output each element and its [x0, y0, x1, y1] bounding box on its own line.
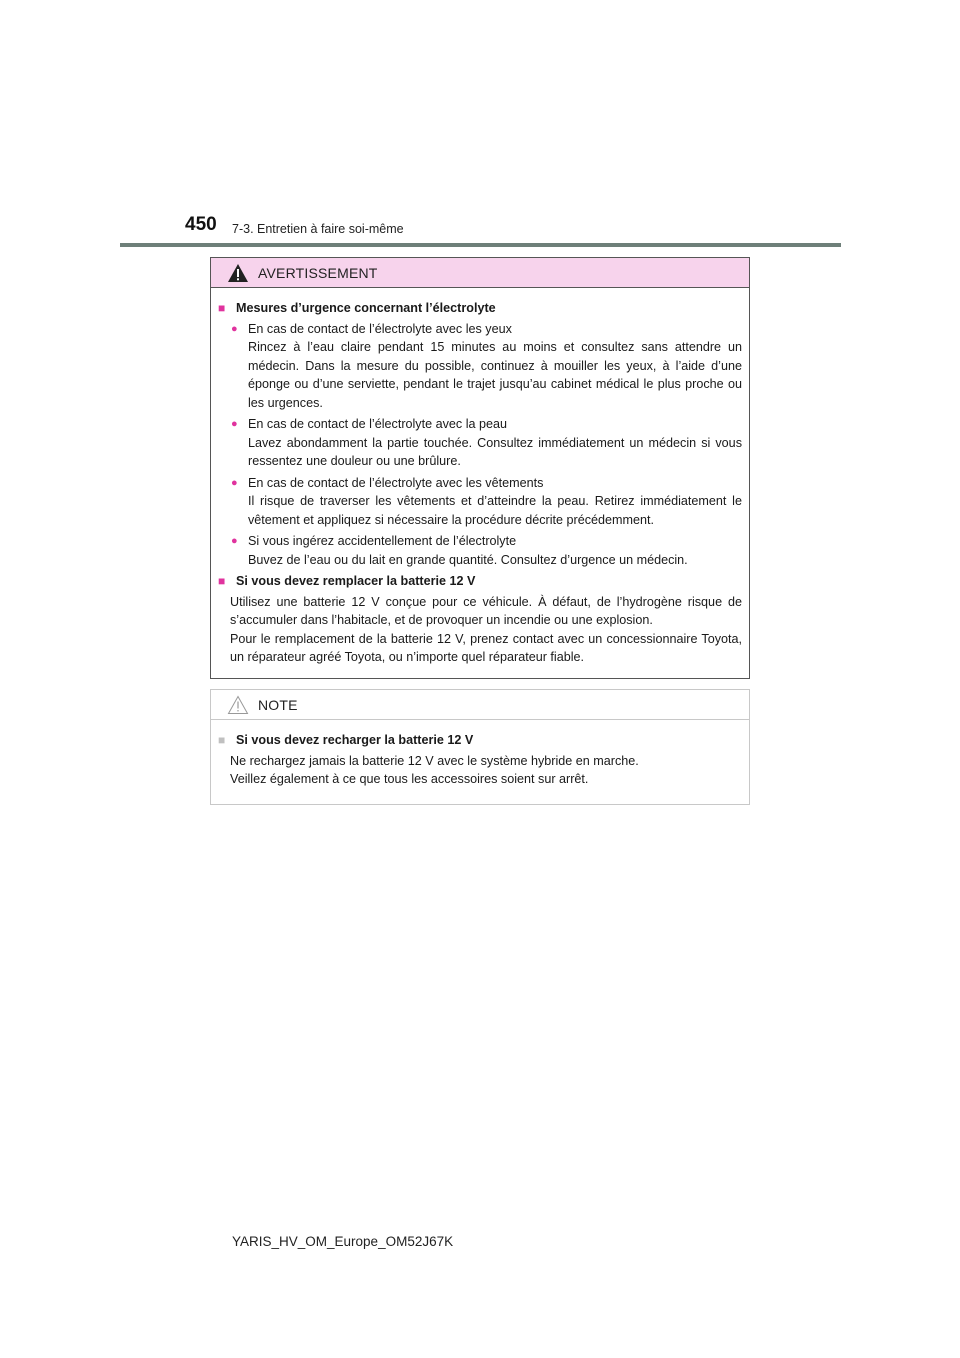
- square-bullet-icon: ■: [218, 301, 226, 315]
- square-bullet-icon: ■: [218, 733, 226, 747]
- heading-text: Si vous devez remplacer la batterie 12 V: [236, 574, 476, 588]
- warning-header: [211, 258, 749, 288]
- item-title: En cas de contact de l’électrolyte avec les vêtements: [248, 475, 544, 490]
- warning-title: AVERTISSEMENT: [258, 264, 378, 281]
- circle-bullet-icon: ●: [231, 535, 238, 547]
- item-text: Lavez abondamment la partie touchée. Consultez immédiatement un médecin si vous ressentez une douleur ou une brûlure.: [248, 435, 742, 468]
- circle-bullet-icon: ●: [231, 476, 238, 489]
- warning-triangle-icon: [227, 263, 249, 283]
- list-item: [218, 532, 742, 569]
- list-item: [218, 415, 742, 471]
- section-title: 7-3. Entretien à faire soi-même: [232, 222, 404, 236]
- footer-document-code: YARIS_HV_OM_Europe_OM52J67K: [232, 1234, 454, 1249]
- warning-heading-replace-battery: [218, 572, 742, 591]
- note-box: [210, 689, 750, 805]
- note-line: Ne rechargez jamais la batterie 12 V avec le système hybride en marche.: [230, 753, 639, 768]
- heading-text: Si vous devez recharger la batterie 12 V: [236, 733, 474, 747]
- warning-heading-electrolyte: [218, 299, 742, 318]
- item-text: Buvez de l’eau ou du lait en grande quantité. Consultez d’urgence un médecin.: [248, 552, 688, 567]
- page-number: 450: [185, 214, 217, 235]
- item-title: En cas de contact de l’électrolyte avec la peau: [248, 417, 508, 431]
- warning-box: [210, 257, 750, 679]
- caution-triangle-icon: [227, 695, 249, 715]
- note-header: [211, 690, 749, 720]
- paragraph: Utilisez une batterie 12 V conçue pour ce véhicule. À défaut, de l’hydrogène risque de s’accumuler dans l’habitacle, et de provoquer un incendie ou une explosion.: [230, 594, 742, 627]
- list-item: [218, 474, 742, 530]
- item-text: Rincez à l’eau claire pendant 15 minutes au moins et consultez sans attendre un médecin. Dans la mesure du possible, continuez à mouiller les yeux, à l’aide d’une éponge ou d’une serviette, pendant le trajet jusqu’au cabinet médical le plus proche ou les urgences.: [248, 340, 742, 410]
- item-title: Si vous ingérez accidentellement de l’électrolyte: [248, 534, 517, 548]
- note-line: Veillez également à ce que tous les accessoires soient sur arrêt.: [230, 772, 589, 786]
- list-item: [218, 320, 742, 413]
- item-text: Il risque de traverser les vêtements et d’atteindre la peau. Retirez immédiatement le vêtement et appliquez si nécessaire la procédure décrite précédemment.: [248, 494, 742, 527]
- paragraph: Pour le remplacement de la batterie 12 V, prenez contact avec un concessionnaire Toyota, un réparateur agréé Toyota, ou n’importe quel réparateur fiable.: [230, 631, 742, 664]
- circle-bullet-icon: ●: [231, 418, 238, 430]
- square-bullet-icon: ■: [218, 574, 226, 588]
- note-heading-recharge: [218, 731, 742, 750]
- item-title: En cas de contact de l’électrolyte avec les yeux: [248, 321, 512, 336]
- heading-text: Mesures d’urgence concernant l’électrolyte: [236, 301, 496, 315]
- note-text: [218, 752, 742, 789]
- warning-body: [211, 288, 749, 667]
- circle-bullet-icon: ●: [231, 322, 238, 335]
- note-body: [211, 720, 749, 789]
- replace-battery-text: [218, 593, 742, 667]
- note-title: NOTE: [258, 696, 298, 713]
- header-divider: [120, 243, 841, 247]
